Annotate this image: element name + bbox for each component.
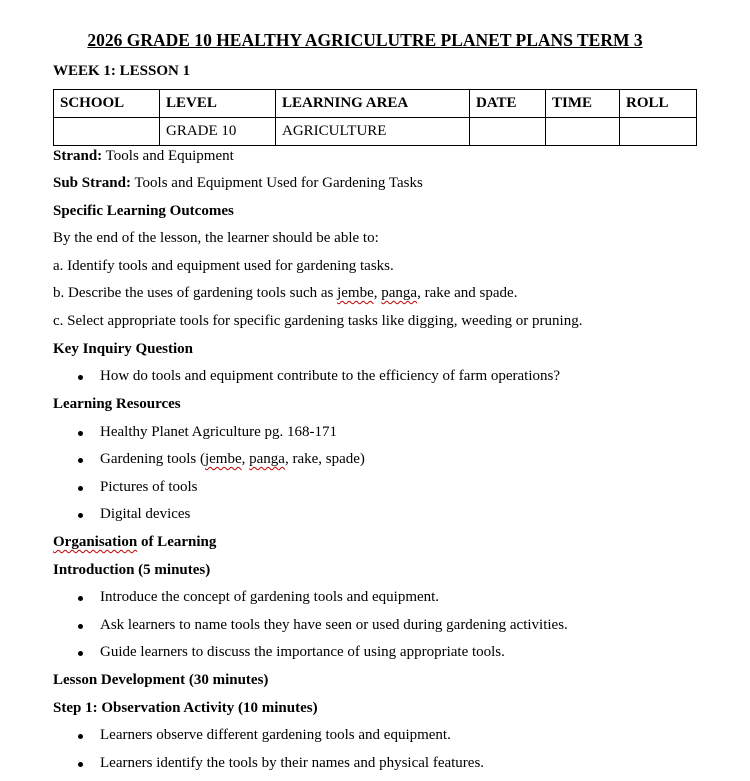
strand-value: Tools and Equipment	[105, 148, 234, 164]
sub-strand-value: Tools and Equipment Used for Gardening Tasks	[134, 175, 423, 191]
slo-heading: Specific Learning Outcomes	[53, 203, 234, 219]
slo-item-a: a. Identify tools and equipment used for gardening tasks.	[53, 258, 394, 274]
strand-line	[53, 148, 234, 165]
table-cell	[54, 118, 160, 146]
list-item-text: Learners identify the tools by their names and physical features.	[100, 755, 485, 771]
bullet-icon	[78, 513, 83, 518]
list-item-text: Pictures of tools	[100, 479, 198, 495]
bullet-icon	[78, 624, 83, 629]
table-header-cell: TIME	[546, 90, 620, 118]
table-cell: GRADE 10	[160, 118, 276, 146]
bullet-icon	[78, 375, 83, 380]
page-title: 2026 GRADE 10 HEALTHY AGRICULUTRE PLANET PLANS TERM 3	[87, 30, 643, 50]
bullet-icon	[78, 431, 83, 436]
resource-sep: ,	[241, 451, 250, 467]
strand-label: Strand:	[53, 148, 103, 164]
list-item-text: Digital devices	[100, 506, 191, 522]
table-header-cell: LEVEL	[160, 90, 276, 118]
table-header-cell: LEARNING AREA	[276, 90, 470, 118]
slo-item-c: c. Select appropriate tools for specific gardening tasks like digging, weeding or pruning.	[53, 313, 583, 329]
kiq-heading: Key Inquiry Question	[53, 341, 194, 357]
organisation-word: Organisation	[53, 534, 138, 550]
step1-heading: Step 1: Observation Activity (10 minutes)	[53, 700, 318, 716]
table-cell	[470, 118, 546, 146]
resource-tools-text: Gardening tools (	[100, 451, 205, 467]
list-item-text: How do tools and equipment contribute to the efficiency of farm operations?	[100, 368, 561, 384]
slo-b-text: b. Describe the uses of gardening tools such as	[53, 285, 338, 301]
table-cell	[546, 118, 620, 146]
sub-strand-line	[53, 175, 423, 192]
list-item-text: Ask learners to name tools they have seen or used during gardening activities.	[100, 617, 568, 633]
bullet-icon	[78, 458, 83, 463]
organisation-heading	[53, 534, 216, 551]
slo-b-jembe: jembe	[337, 285, 374, 301]
development-heading: Lesson Development (30 minutes)	[53, 672, 269, 688]
organisation-rest: of Learning	[137, 534, 217, 550]
table-header-cell: DATE	[470, 90, 546, 118]
table-row	[54, 118, 697, 146]
resource-panga: panga	[249, 451, 285, 467]
sub-strand-label: Sub Strand:	[53, 175, 131, 191]
week-lesson-heading: WEEK 1: LESSON 1	[53, 63, 191, 79]
bullet-icon	[78, 486, 83, 491]
introduction-heading: Introduction (5 minutes)	[53, 562, 211, 578]
table-cell	[620, 118, 697, 146]
list-item-text: Introduce the concept of gardening tools and equipment.	[100, 589, 440, 605]
table-header-cell: SCHOOL	[54, 90, 160, 118]
resource-tools-post: , rake, spade)	[284, 451, 365, 467]
list-item-text: Healthy Planet Agriculture pg. 168-171	[100, 424, 338, 440]
slo-b-sep: ,	[373, 285, 382, 301]
bullet-icon	[78, 762, 83, 767]
list-item-text: Learners observe different gardening tools and equipment.	[100, 727, 451, 743]
bullet-icon	[78, 651, 83, 656]
slo-b-panga: panga	[381, 285, 418, 301]
list-item-text	[100, 451, 365, 468]
resource-jembe: jembe	[204, 451, 242, 467]
bullet-icon	[78, 596, 83, 601]
table-cell: AGRICULTURE	[276, 118, 470, 146]
list-item-text: Guide learners to discuss the importance of using appropriate tools.	[100, 644, 505, 660]
resources-heading: Learning Resources	[53, 396, 181, 412]
table-header-row	[54, 90, 697, 118]
table-header-cell: ROLL	[620, 90, 697, 118]
slo-b-post: , rake and spade.	[417, 285, 518, 301]
lesson-info-table	[53, 89, 697, 146]
slo-intro: By the end of the lesson, the learner should be able to:	[53, 230, 379, 246]
bullet-icon	[78, 734, 83, 739]
slo-item-b	[53, 285, 517, 302]
